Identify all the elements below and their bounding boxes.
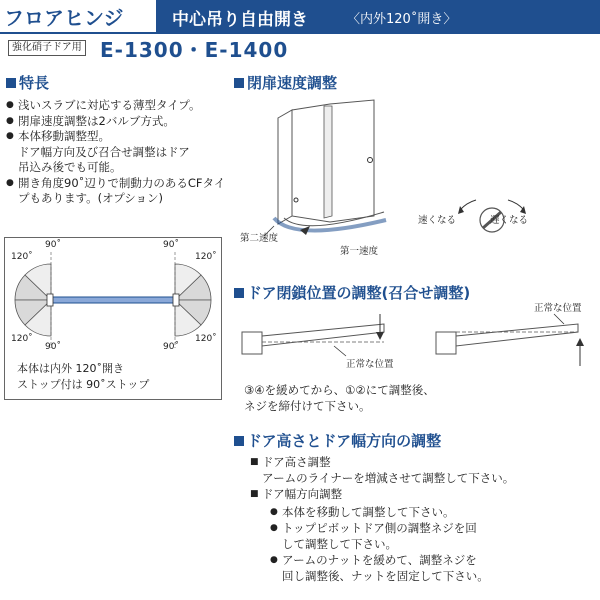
close-position-instructions xyxy=(244,382,435,414)
angle-label: 90˚ xyxy=(163,240,179,250)
normal-position-label-right: 正常な位置 xyxy=(534,303,582,314)
angle-label: 90˚ xyxy=(45,240,61,250)
feature-item: ● 開き角度90˚辺りで制動力のあるCFタイプもあります。(オプション) xyxy=(6,176,226,207)
height-width-heading-text: ドア高さとドア幅方向の調整 xyxy=(247,432,442,450)
bullet-item: ● トップピボットドア側の調整ネジを回 xyxy=(270,520,595,536)
height-width-instructions xyxy=(250,454,595,584)
slower-label: 遅くなる xyxy=(490,215,529,226)
subheading-width: ■ ドア幅方向調整 xyxy=(250,486,595,502)
features-heading-text: 特長 xyxy=(19,74,50,92)
header-rule xyxy=(0,32,600,34)
usage-tag: 強化硝子ドア用 xyxy=(8,40,86,56)
header xyxy=(0,0,600,34)
speed-heading-text: 閉扉速度調整 xyxy=(247,74,338,92)
subheading-height: ■ ドア高さ調整 xyxy=(250,454,595,470)
faster-label: 速くなる xyxy=(418,215,457,226)
model-number: E-1300・E-1400 xyxy=(100,38,289,62)
diagram-caption: ストップ付は 90˚ストップ xyxy=(17,378,150,391)
angle-label: 120˚ xyxy=(11,252,33,262)
speed-heading xyxy=(234,72,337,93)
close-position-heading xyxy=(234,282,470,303)
speed-diagram xyxy=(234,96,594,266)
opening-angle-diagram xyxy=(4,237,222,400)
width-bullets xyxy=(250,502,595,584)
first-speed-label: 第一速度 xyxy=(340,246,379,257)
normal-position-label-left: 正常な位置 xyxy=(346,359,394,370)
bullet-item: ● 本体を移動して調整して下さい。 xyxy=(270,504,595,520)
instruction-line: ③④を緩めてから、①②にて調整後、 xyxy=(244,383,435,397)
height-width-heading xyxy=(234,430,441,451)
angle-label: 120˚ xyxy=(195,334,217,344)
close-position-heading-text: ドア閉鎖位置の調整(召合せ調整) xyxy=(247,284,471,302)
features-list xyxy=(6,98,226,207)
page-subtitle: 〈内外120˚開き〉 xyxy=(347,12,457,27)
height-text: アームのライナーを増減させて調整して下さい。 xyxy=(262,471,515,485)
bullet-continuation: 回し調整後、ナットを固定して下さい。 xyxy=(282,569,489,583)
diagram-caption: 本体は内外 120˚開き xyxy=(17,362,124,375)
angle-label: 120˚ xyxy=(11,334,33,344)
feature-sub-line: 吊込み後でも可能。 xyxy=(18,160,122,174)
feature-item: ● 閉扉速度調整は2バルブ方式。 xyxy=(6,114,226,130)
feature-sub-line: ドア幅方向及び召合せ調整はドア xyxy=(18,144,190,159)
bullet-item: ● アームのナットを緩めて、調整ネジを xyxy=(270,552,595,568)
instruction-line: ネジを締付けて下さい。 xyxy=(244,399,371,413)
angle-label: 90˚ xyxy=(45,342,61,352)
angle-label: 90˚ xyxy=(163,342,179,352)
bullet-continuation: して調整して下さい。 xyxy=(282,537,397,551)
angle-label: 120˚ xyxy=(195,252,217,262)
features-heading xyxy=(6,72,49,93)
feature-item: ● 浅いスラブに対応する薄型タイプ。 xyxy=(6,98,226,114)
page-title: 中心吊り自由開き xyxy=(172,10,308,30)
second-speed-label: 第二速度 xyxy=(240,233,279,244)
feature-item: ● 本体移動調整型。 xyxy=(6,129,226,145)
product-title: フロアヒンジ xyxy=(4,6,124,30)
